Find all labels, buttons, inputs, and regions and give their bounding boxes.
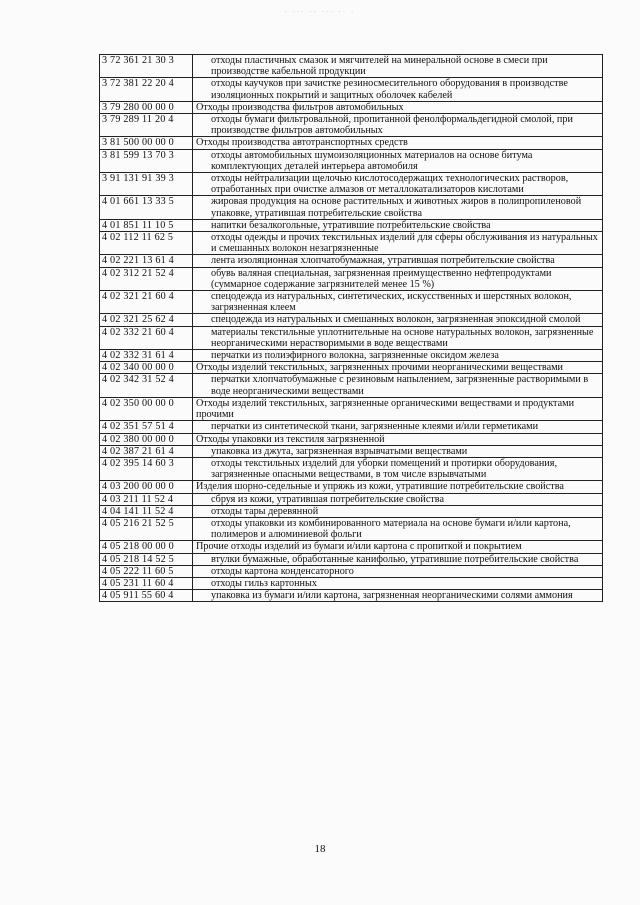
group-description: Отходы изделий текстильных, загрязненные органическими веществами и продуктами прочими: [196, 397, 575, 421]
table-row: [100, 291, 603, 314]
waste-code-cell: 4 02 312 21 52 4: [100, 267, 193, 290]
waste-code-cell: 4 05 911 55 60 4: [100, 590, 193, 602]
table-row: [100, 149, 603, 172]
item-description: перчатки из синтетической ткани, загрязненные клеями и/или герметиками: [211, 421, 539, 433]
table-row: [100, 314, 603, 326]
table-row: [100, 173, 603, 196]
waste-description-cell: [193, 362, 603, 374]
waste-description-cell: [193, 445, 603, 457]
table-row: [100, 326, 603, 349]
item-description: отходы тары деревянной: [211, 505, 319, 517]
waste-code-cell: 4 02 332 31 61 4: [100, 350, 193, 362]
waste-description-cell: [193, 433, 603, 445]
waste-code-cell: 4 02 332 21 60 4: [100, 326, 193, 349]
waste-code-cell: 4 03 200 00 00 0: [100, 481, 193, 493]
table-row: [100, 196, 603, 219]
item-description: отходы пластичных смазок и мягчителей на минеральной основе в смеси при производстве кабельной продукции: [211, 55, 548, 78]
item-description: упаковка из бумаги и/или картона, загрязненная неорганическими солями аммония: [211, 590, 573, 602]
waste-code-cell: 3 72 381 22 20 4: [100, 78, 193, 101]
waste-code-cell: 3 91 131 91 39 3: [100, 173, 193, 196]
item-description: отходы каучуков при зачистке резиносмесительного оборудования в производстве изоляционных покрытий и защитных оболочек кабелей: [211, 78, 568, 101]
table-row: [100, 101, 603, 113]
waste-code-cell: 4 02 350 00 00 0: [100, 397, 193, 420]
waste-description-cell: [193, 457, 603, 480]
waste-code-cell: 4 02 395 14 60 3: [100, 457, 193, 480]
waste-description-cell: [193, 505, 603, 517]
waste-code-cell: 4 05 231 11 60 4: [100, 577, 193, 589]
table-row: [100, 374, 603, 397]
waste-description-cell: [193, 493, 603, 505]
waste-code-table: [99, 54, 603, 602]
item-description: обувь валяная специальная, загрязненная преимущественно нефтепродуктами (суммарное содержание загрязнителей менее 15 %): [211, 267, 552, 290]
table-row: [100, 267, 603, 290]
table-row: [100, 137, 603, 149]
waste-description-cell: [193, 314, 603, 326]
waste-code-cell: 4 05 222 11 60 5: [100, 565, 193, 577]
waste-code-cell: 4 02 387 21 61 4: [100, 445, 193, 457]
item-description: отходы гильз картонных: [211, 577, 317, 589]
waste-code-cell: 3 79 289 11 20 4: [100, 114, 193, 137]
waste-code-cell: 4 02 221 13 61 4: [100, 255, 193, 267]
item-description: материалы текстильные уплотнительные на основе натуральных волокон, загрязненные неорганическими нерастворимыми в воде веществами: [211, 326, 594, 349]
item-description: спецодежда из натуральных и смешанных волокон, загрязненная эпоксидной смолой: [211, 314, 581, 326]
waste-code-cell: 4 02 340 00 00 0: [100, 362, 193, 374]
waste-code-cell: 3 79 280 00 00 0: [100, 101, 193, 113]
waste-code-cell: 4 02 321 25 62 4: [100, 314, 193, 326]
table-row: [100, 553, 603, 565]
group-description: Отходы упаковки из текстиля загрязненной: [196, 433, 385, 445]
item-description: сбруя из кожи, утратившая потребительские свойства: [211, 493, 444, 505]
item-description: перчатки хлопчатобумажные с резиновым напылением, загрязненные растворимыми в воде неорганическими веществами: [211, 374, 589, 397]
item-description: втулки бумажные, обработанные канифолью, утратившие потребительские свойства: [211, 553, 579, 565]
item-description: напитки безалкогольные, утратившие потребительские свойства: [211, 219, 491, 231]
waste-description-cell: [193, 173, 603, 196]
group-description: Прочие отходы изделий из бумаги и/или картона с пропиткой и покрытием: [196, 541, 522, 553]
item-description: отходы упаковки из комбинированного материала на основе бумаги и/или картона, полимеров и алюминиевой фольги: [211, 517, 571, 541]
table-row: [100, 350, 603, 362]
waste-code-cell: 4 01 661 13 33 5: [100, 196, 193, 219]
waste-description-cell: [193, 421, 603, 433]
waste-description-cell: [193, 577, 603, 589]
waste-description-cell: [193, 137, 603, 149]
waste-code-cell: 4 03 211 11 52 4: [100, 493, 193, 505]
waste-description-cell: [193, 326, 603, 349]
item-description: перчатки из полиэфирного волокна, загрязненные оксидом железа: [211, 350, 499, 362]
waste-description-cell: [193, 553, 603, 565]
waste-description-cell: [193, 541, 603, 553]
waste-description-cell: [193, 291, 603, 314]
waste-code-cell: 3 81 599 13 70 3: [100, 149, 193, 172]
item-description: жировая продукция на основе растительных и животных жиров в полипропиленовой упаковке, утратившая потребительские свойства: [211, 196, 582, 219]
waste-code-cell: 4 04 141 11 52 4: [100, 505, 193, 517]
item-description: спецодежда из натуральных, синтетических, искусственных и шерстяных волокон, загрязненная клеем: [211, 291, 572, 314]
item-description: отходы одежды и прочих текстильных изделий для сферы обслуживания из натуральных и смешанных волокон незагрязненные: [211, 232, 598, 255]
waste-code-cell: 4 05 218 00 00 0: [100, 541, 193, 553]
waste-description-cell: [193, 255, 603, 267]
waste-description-cell: [193, 232, 603, 255]
table-row: [100, 590, 603, 602]
page-number: 18: [314, 843, 326, 855]
table-row: [100, 517, 603, 540]
waste-code-cell: 3 72 361 21 30 3: [100, 55, 193, 78]
waste-description-cell: [193, 350, 603, 362]
waste-code-cell: 4 05 218 14 52 5: [100, 553, 193, 565]
waste-description-cell: [193, 267, 603, 290]
waste-description-cell: [193, 149, 603, 172]
table-row: [100, 457, 603, 480]
waste-description-cell: [193, 397, 603, 420]
table-row: [100, 577, 603, 589]
table-row: [100, 232, 603, 255]
group-description: Изделия шорно-седельные и упряжь из кожи, утратившие потребительские свойства: [196, 481, 564, 493]
waste-description-cell: [193, 565, 603, 577]
waste-code-cell: 4 05 216 21 52 5: [100, 517, 193, 540]
waste-code-cell: 4 02 112 11 62 5: [100, 232, 193, 255]
scan-noise-top: · ··· ·· ··· ·· ·: [284, 8, 356, 16]
waste-description-cell: [193, 481, 603, 493]
table-row: [100, 219, 603, 231]
table-body: [100, 55, 603, 602]
waste-code-cell: 4 02 380 00 00 0: [100, 433, 193, 445]
waste-description-cell: [193, 196, 603, 219]
waste-description-cell: [193, 219, 603, 231]
item-description: отходы бумаги фильтровальной, пропитанной фенолформальдегидной смолой, при производстве фильтров автомобильных: [211, 114, 573, 137]
waste-description-cell: [193, 114, 603, 137]
table-row: [100, 433, 603, 445]
table-row: [100, 114, 603, 137]
group-description: Отходы изделий текстильных, загрязненных прочими неорганическими веществами: [196, 362, 564, 374]
item-description: отходы автомобильных шумоизоляционных материалов на основе битума комплектующих деталей интерьера автомобиля: [211, 149, 533, 172]
waste-description-cell: [193, 374, 603, 397]
waste-code-cell: 4 01 851 11 10 5: [100, 219, 193, 231]
table-row: [100, 55, 603, 78]
table-row: [100, 362, 603, 374]
waste-code-cell: 4 02 351 57 51 4: [100, 421, 193, 433]
table-row: [100, 505, 603, 517]
waste-description-cell: [193, 590, 603, 602]
group-description: Отходы производства фильтров автомобильных: [196, 101, 404, 113]
group-description: Отходы производства автотранспортных средств: [196, 137, 408, 149]
waste-code-cell: 3 81 500 00 00 0: [100, 137, 193, 149]
item-description: упаковка из джута, загрязненная взрывчатыми веществами: [211, 445, 468, 457]
table-row: [100, 397, 603, 420]
table-row: [100, 481, 603, 493]
table-row: [100, 445, 603, 457]
table-row: [100, 421, 603, 433]
waste-description-cell: [193, 78, 603, 101]
table-row: [100, 541, 603, 553]
item-description: отходы нейтрализации щелочью кислотосодержащих технологических растворов, отработанных при очистке алмазов от металлокатализаторов кислотами: [211, 173, 569, 196]
table-row: [100, 493, 603, 505]
table-row: [100, 78, 603, 101]
waste-description-cell: [193, 55, 603, 78]
waste-code-cell: 4 02 342 31 52 4: [100, 374, 193, 397]
waste-code-cell: 4 02 321 21 60 4: [100, 291, 193, 314]
item-description: лента изоляционная хлопчатобумажная, утратившая потребительские свойства: [211, 255, 555, 267]
waste-description-cell: [193, 101, 603, 113]
table-row: [100, 565, 603, 577]
item-description: отходы текстильных изделий для уборки помещений и протирки оборудования, загрязненные опасными веществами, в том числе взрывчатыми: [211, 457, 557, 481]
waste-description-cell: [193, 517, 603, 540]
item-description: отходы картона конденсаторного: [211, 565, 354, 577]
table-row: [100, 255, 603, 267]
